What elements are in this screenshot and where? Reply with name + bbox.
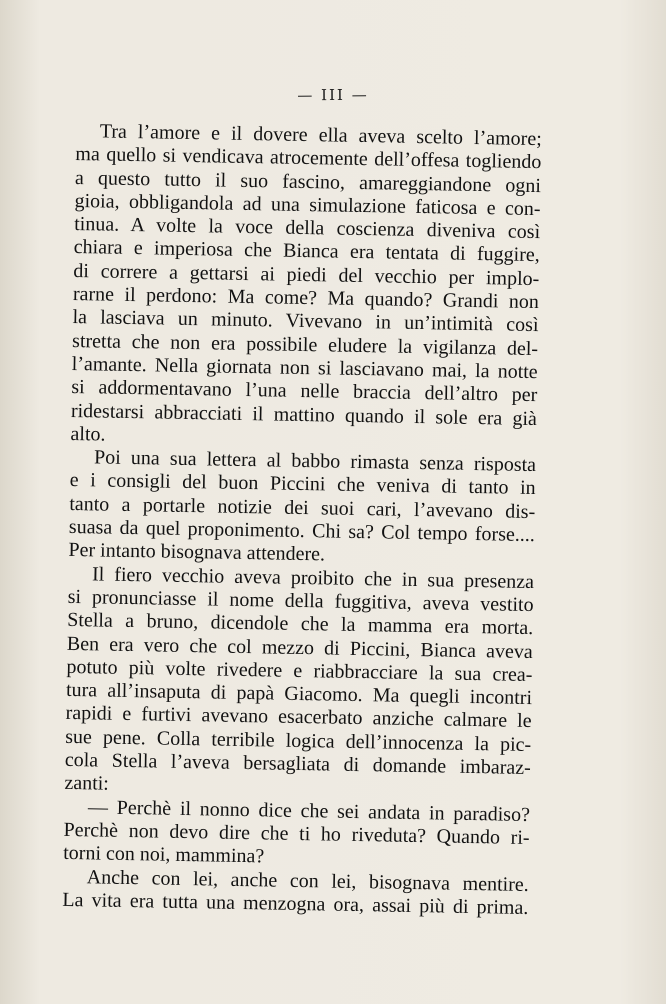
page-number: — III — xyxy=(297,85,369,105)
text-line: si pronunciasse il nome della fuggitiva, aveva vestito xyxy=(67,585,534,616)
text-line: sue pene. Colla terribile logica dell’innocenza la pic- xyxy=(65,725,532,756)
text-line: suasa da quel proponimento. Chi sa? Col tempo forse.... xyxy=(68,515,536,547)
text-line: la lasciava un minuto. Vivevano in un’intimità così xyxy=(72,306,539,337)
text-line: ridestarsi abbracciati il mattino quando il sole era già xyxy=(70,399,538,430)
text-line: si addormentavano l’una nelle braccia dell’altro per xyxy=(71,376,538,407)
text-line: Poi una sua lettera al babbo rimasta senza risposta xyxy=(93,446,537,477)
text-line: Il fiero vecchio aveva proibito che in sua presenza xyxy=(91,562,535,593)
text-line: cola Stella l’aveva bersagliata di domande imbaraz- xyxy=(64,748,531,780)
text-line: — Perchè il nonno dice che sei andata in paradiso? xyxy=(87,795,531,826)
text-line: potuto più volte rivedere e riabbracciare la sua crea- xyxy=(66,655,533,686)
text-line: gioia, obbligandola ad una simulazione faticosa e con- xyxy=(74,189,541,221)
text-line: Stella a bruno, dicendole che la mamma era morta. xyxy=(67,609,534,640)
text-line: Ben era vero che col mezzo di Piccini, Bianca aveva xyxy=(66,632,533,663)
body-text xyxy=(62,120,542,920)
text-line: Tra l’amore e il dovere ella aveva scelto l’amore; xyxy=(99,120,542,151)
text-line: tanto a portarle notizie dei suoi cari, l’avevano dis- xyxy=(69,492,536,523)
text-line: alto. xyxy=(70,422,106,446)
text-line: rapidi e furtivi avevano esacerbato anziche calmare le xyxy=(65,702,532,733)
text-line: e i consigli del buon Piccini che veniva di tanto in xyxy=(69,469,536,500)
text-line: l’amante. Nella giornata non si lasciavano mai, la notte xyxy=(71,352,538,384)
text-line: torni con noi, mammina? xyxy=(63,842,265,868)
text-line: a questo tutto il suo fascino, amareggiandone ogni xyxy=(74,166,542,197)
text-line: La vita era tutta una menzogna ora, assai più di prima. xyxy=(62,888,529,919)
text-line: tinua. A volte la voce della coscienza diveniva così xyxy=(73,213,541,244)
text-line: Perchè non devo dire che ti ho riveduta? Quando ri- xyxy=(63,818,530,849)
text-line: stretta che non era possibile eludere la vigilanza del- xyxy=(71,329,539,360)
text-line: tura all’insaputa di papà Giacomo. Ma quegli incontri xyxy=(65,679,533,710)
text-line: ma quello si vendicava atrocemente dell’offesa togliendo xyxy=(75,143,542,174)
text-line: rarne il perdono: Ma come? Ma quando? Grandi non xyxy=(72,283,540,314)
text-line: di correre a gettarsi ai piedi del vecchio per implo- xyxy=(73,259,540,290)
text-line: Per intanto bisognava attendere. xyxy=(68,539,326,566)
text-line: chiara e imperiosa che Bianca era tentata di fuggire, xyxy=(73,236,540,267)
text-line: zanti: xyxy=(64,772,110,795)
text-line: Anche con lei, anche con lei, bisognava mentire. xyxy=(86,865,529,896)
